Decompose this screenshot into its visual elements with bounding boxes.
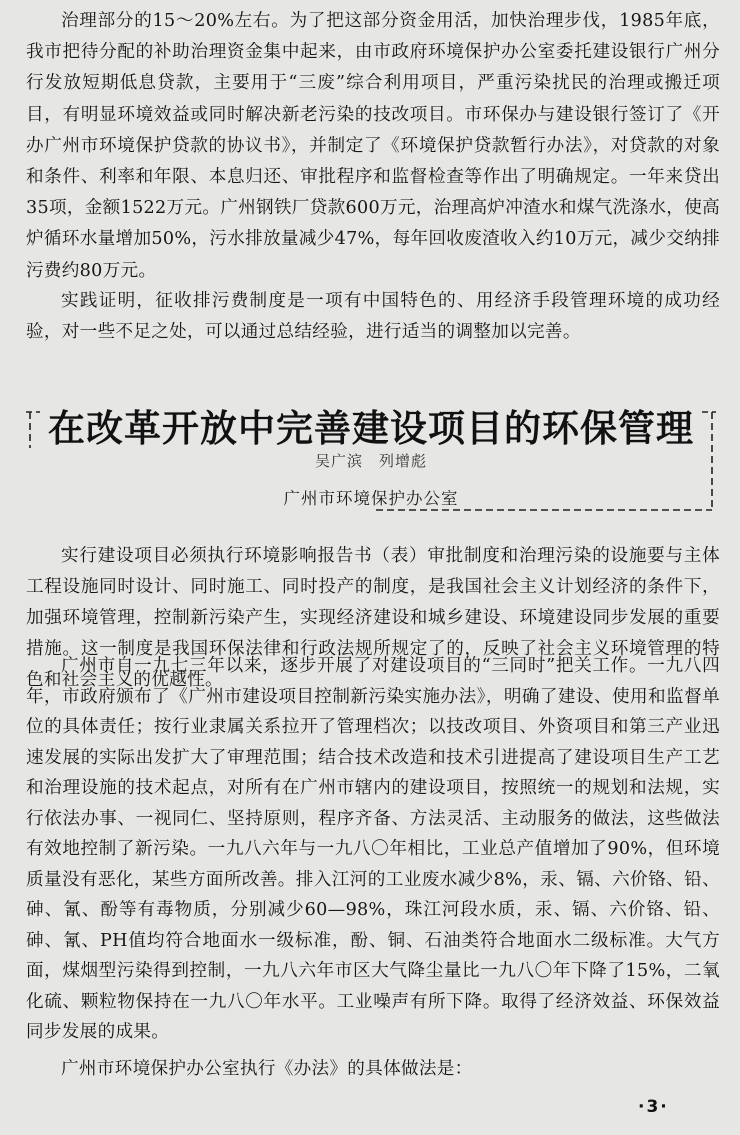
page-number: ·3· (638, 1097, 669, 1117)
paragraph-eia-system: 实行建设项目必须执行环境影响报告书（表）审批制度和治理污染的设施要与主体工程设施同时设计、同时施工、同时投产的制度，是我国社会主义计划经济的条件下，加强环境管理，控制新污染产生，实现经济建设和城乡建设、环境建设同步发展的重要措施。这一制度是我国环保法律和行政法规所规定了的，反映了社会主义环境管理的特色和社会主义的优越性。 (26, 546, 720, 690)
article-authors: 吴广滨 列增彪 (314, 452, 427, 470)
article-title-box (26, 388, 716, 518)
paragraph-conclusion: 实践证明，征收排污费制度是一项有中国特色的、用经济手段管理环境的成功经验，对一些不足之处，可以通过总结经验，进行适当的调整加以完善。 (26, 291, 720, 343)
paragraph-guangzhou-practice: 广州市自一九七三年以来，逐步开展了对建设项目的“三同时”把关工作。一九八四年，市政府颁布了《广州市建设项目控制新污染实施办法》，明确了建设、使用和监督单位的具体责任；按行业隶属关系拉开了管理档次；以技改项目、外资项目和第三产业迅速发展的实际出发扩大了审理范围；结合技术改造和技术引进提高了建设项目生产工艺和治理设施的技术起点，对所有在广州市辖内的建设项目，按照统一的规划和法规，实行依法办事、一视同仁、坚持原则，程序齐备、方法灵活、主动服务的做法，这些做法有效地控制了新污染。一九八六年与一九八〇年相比，工业总产值增加了90%，但环境质量没有恶化，某些方面所改善。排入江河的工业废水减少8%，汞、镉、六价铬、铅、砷、氰、酚等有毒物质，分别减少60—98%，珠江河段水质，汞、镉、六价铬、铅、砷、氰、PH值均符合地面水一级标准，酚、铜、石油类符合地面水二级标准。大气方面，煤烟型污染得到控制，一九八六年市区大气降尘量比一九八〇年下降了15%，二氧化硫、颗粒物保持在一九八〇年水平。工业噪声有所下降。取得了经济效益、环保效益同步发展的成果。 (26, 656, 720, 1042)
paragraph-loan-funds: 治理部分的15～20%左右。为了把这部分资金用活，加快治理步伐，1985年底，我市把待分配的补助治理资金集中起来，由市政府环境保护办公室委托建设银行广州分行发放短期低息贷款，主要用于“三废”综合利用项目，严重污染扰民的治理或搬迁项目，有明显环境效益或同时解决新老污染的技改项目。市环保办与建设银行签订了《开办广州市环境保护贷款的协议书》，并制定了《环境保护贷款暂行办法》，对贷款的对象和条件、利率和年限、本息归还、审批程序和监督检查等作出了明确规定。一年来贷出35项，金额1522万元。广州钢铁厂贷款600万元，治理高炉冲渣水和煤气洗涤水，使高炉循环水量增加50%，污水排放量减少47%，每年回收废渣收入约10万元，减少交纳排污费约80万元。 (26, 11, 720, 281)
article-organization: 广州市环境保护办公室 (283, 489, 459, 508)
article-title: 在改革开放中完善建设项目的环保管理 (48, 407, 694, 450)
paragraph-specific-practices: 广州市环境保护办公室执行《办法》的具体做法是： (61, 1059, 473, 1079)
